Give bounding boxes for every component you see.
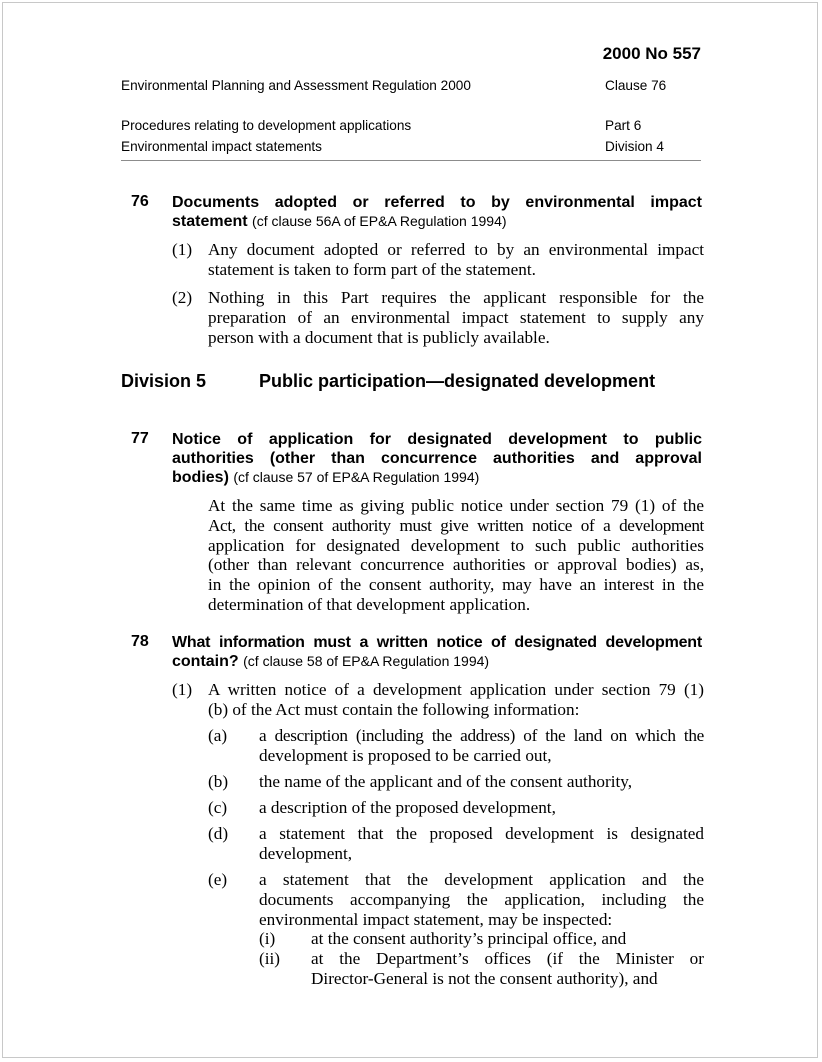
clause-76-number: 76	[131, 193, 149, 210]
paragraph-c: a description of the proposed development,	[259, 798, 556, 817]
subclause-number: (1)	[172, 240, 193, 259]
part-title: Procedures relating to development applications	[121, 118, 412, 133]
clause-78-heading: What information must a written notice of designated development contain? (cf clause 58 of EP&A Regulation 1994)	[172, 634, 702, 670]
subparagraph-ii: at the Department’s offices (if the Minister or Director-General is not the consent authority), and	[311, 949, 704, 988]
regulation-title: Environmental Planning and Assessment Regulation 2000	[121, 78, 471, 93]
clause-78-subclause-1: A written notice of a development application under section 79 (1) (b) of the Act must contain the following information:	[208, 680, 704, 719]
header-rule	[121, 160, 701, 161]
clause-77-body: At the same time as giving public notice under section 79 (1) of the Act, the consent authority must give written notice of a development application for designated development to such public authorities (other than relevant concurrence authorities or approval bodies) as, in the opinion of the consent authority, may have an interest in the determination of that development application.	[208, 496, 704, 614]
paragraph-label: (b)	[208, 772, 229, 791]
subclause-number: (2)	[172, 288, 193, 307]
clause-76-heading-line: statement	[172, 213, 248, 230]
clause-76-heading	[172, 193, 702, 231]
part-reference: Part 6	[605, 118, 642, 133]
subparagraph-label: (i)	[259, 929, 276, 948]
clause-77-heading: Notice of application for designated development to public authorities (other than concurrence authorities and approval bodies) (cf clause 57 of EP&A Regulation 1994)	[172, 431, 702, 486]
division-title: Environmental impact statements	[121, 139, 322, 154]
division-5-title: Public participation—designated development	[259, 371, 656, 391]
clause-76-heading-line: Documents adopted or referred to by environmental impact	[172, 194, 702, 211]
clause-77-number: 77	[131, 430, 149, 447]
paragraph-label: (d)	[208, 824, 229, 843]
subclause-number: (1)	[172, 680, 193, 699]
clause-reference: Clause 76	[605, 78, 667, 93]
clause-78-cross-reference: (cf clause 58 of EP&A Regulation 1994)	[243, 653, 490, 669]
paragraph-label: (a)	[208, 726, 228, 745]
paragraph-label: (c)	[208, 798, 228, 817]
subparagraph-i: at the consent authority’s principal office, and	[311, 929, 627, 948]
clause-78-number: 78	[131, 633, 149, 650]
division-reference: Division 4	[605, 139, 664, 154]
subparagraph-label: (ii)	[259, 949, 280, 968]
document-number: 2000 No 557	[602, 44, 701, 63]
paragraph-a: a description (including the address) of the land on which the development is proposed to be carried out,	[259, 726, 704, 765]
paragraph-e: a statement that the development application and the documents accompanying the application, including the environmental impact statement, may be inspected:	[259, 870, 704, 929]
division-5-label: Division 5	[121, 371, 207, 391]
clause-76-subclause-1: Any document adopted or referred to by an environmental impact statement is taken to form part of the statement.	[208, 240, 704, 279]
clause-77-cross-reference: (cf clause 57 of EP&A Regulation 1994)	[233, 469, 480, 485]
clause-76-subclause-2: Nothing in this Part requires the applicant responsible for the preparation of an environmental impact statement to supply any person with a document that is publicly available.	[208, 288, 704, 347]
paragraph-b: the name of the applicant and of the consent authority,	[259, 772, 633, 791]
clause-76-cross-reference: (cf clause 56A of EP&A Regulation 1994)	[252, 213, 507, 229]
paragraph-label: (e)	[208, 870, 228, 889]
paragraph-d: a statement that the proposed development is designated development,	[259, 824, 704, 863]
